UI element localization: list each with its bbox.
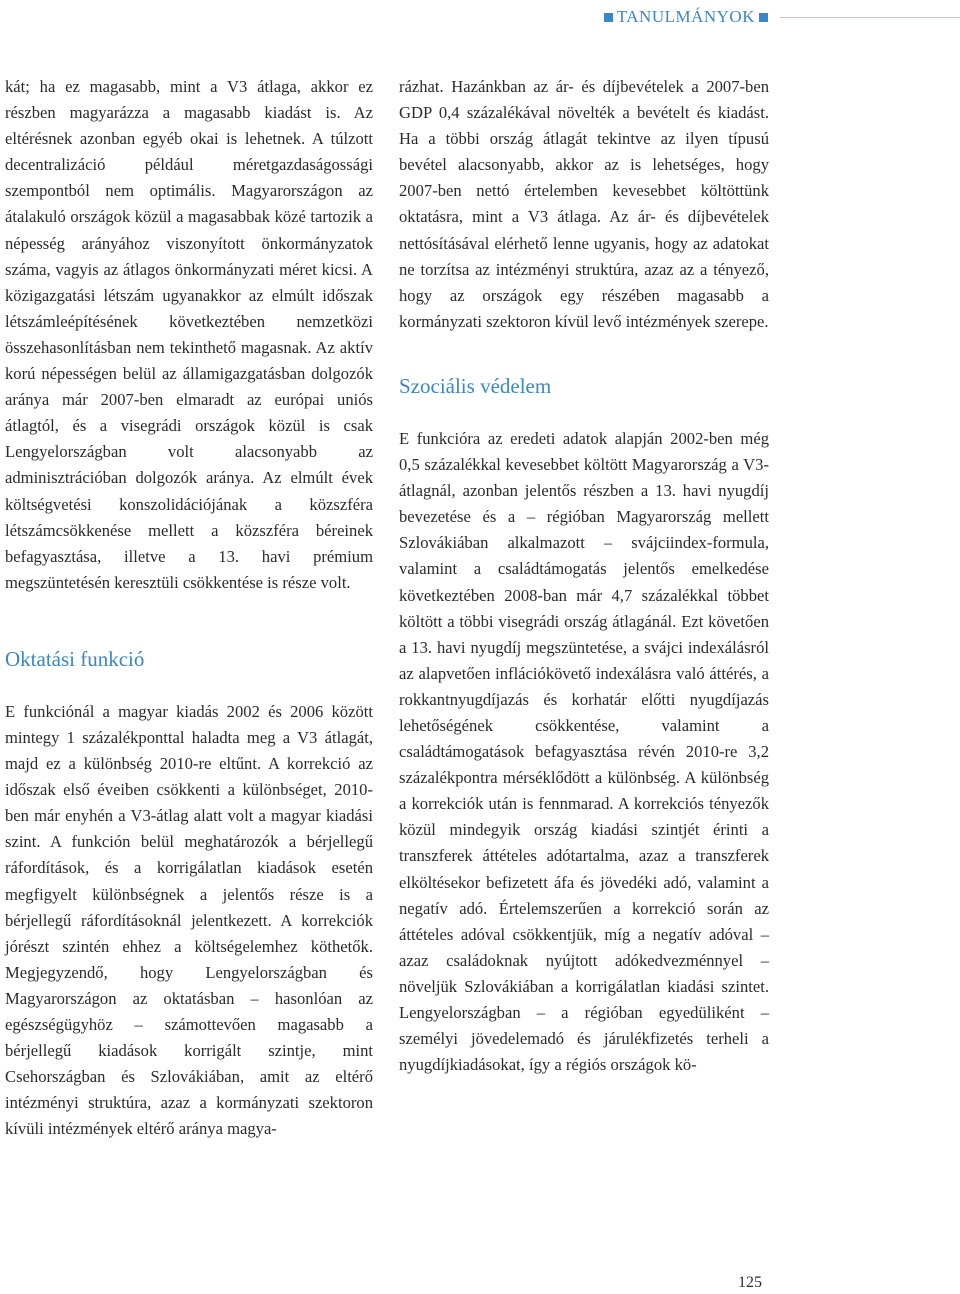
section-label	[600, 7, 772, 27]
square-bullet-icon	[759, 13, 768, 22]
section-heading-education: Oktatási funkció	[5, 646, 145, 671]
left-column	[5, 74, 373, 1142]
body-paragraph: rázhat. Hazánkban az ár- és díjbevételek a 2007-ben GDP 0,4 százalékával növelték a bevételt és kiadást. Ha a többi ország átlagát tekintve az ilyen típusú bevétel alacsonyabb, akkor az is lehetséges, hogy 2007-ben nettó értelemben kevesebbet költöttünk oktatásra, mint a V3 átlaga. Az ár- és díjbevételek nettósításával elérhető lenne ugyanis, hogy az adatokat ne torzítsa az intézményi struktúra, azaz az a tényező, hogy az országok egy részében magasabb a kormányzati szektoron kívül levő intézmények szerepe.	[399, 77, 769, 331]
body-paragraph: E funkcióra az eredeti adatok alapján 2002-ben még 0,5 százalékkal kevesebbet költött Magyarország a V3-átlagnál, azonban jelentős részben a 13. havi nyugdíj bevezetése és a – régióban Magyarország mellett Szlovákiában alkalmazott – svájciindex-formula, valamint a családtámogatás jelentős emelkedése következtében 2008-ban már 4,7 százalékkal többet költött a többi visegrádi ország átlagánál. Ezt követően a 13. havi nyugdíj megszüntetése, a svájci indexálásról az alapvetően inflációkövető indexálásra való áttérés, a rokkantnyugdíjazás és korhatár előtti nyugdíjazás lehetőségének csökkentése, valamint a családtámogatások befagyasztása révén 2010-re 3,2 százalékpontra mérséklődött a különbség. A különbség a korrekciók után is fennmarad. A korrekciós tényezők közül mindegyik ország kiadási szintjét érinti a transzferek áttételes adótartalma, azaz a transzferek elköltésekor befizetett áfa és jövedéki adó, valamint a negatív adó. Értelemszerűen a korrekció során az áttételes adóval csökkentjük, míg a negatív adóval – azaz családoknak nyújtott adókedvezménnyel – növeljük Szlovákiában a korrigálatlan kiadási szintet. Lengyelországban – a régióban egyedüliként – személyi jövedelemadó és járulékfizetés terheli a nyugdíjkiadásokat, így a régiós országok kö-	[399, 428, 769, 1075]
section-label-text: TANULMÁNYOK	[616, 7, 755, 26]
right-column	[399, 74, 769, 1078]
body-paragraph: kát; ha ez magasabb, mint a V3 átlaga, akkor ez részben magyarázza a magasabb kiadást is. Az eltérésnek azonban egyéb okai is lehetnek. A túlzott decentralizáció például méretgazdaságossági szempontból nem optimális. Magyarországon az átalakuló országok közül a magasabbak közé tartozik a népesség arányához viszonyított önkormányzatok száma, vagyis az átlagos önkormányzati méret kicsi. A közigazgatási létszám ugyanakkor az elmúlt időszak létszámleépítésének következtében nemzetközi összehasonlításban nem tekinthető magasnak. Az aktív korú népességen belül az államigazgatásban dolgozók aránya már 2007-ben elmaradt az európai uniós átlagtól, és a visegrádi országok közül is csak Lengyelországban volt alacsonyabb az adminisztrációban dolgozók aránya. Az elmúlt évek költségvetési konszolidációjának a közszféra létszámcsökkenése mellett a közszféra béreinek befagyasztása, illetve a 13. havi prémium megszüntetésén keresztüli csökkentése is része volt.	[5, 77, 373, 592]
body-paragraph: E funkciónál a magyar kiadás 2002 és 2006 között mintegy 1 százalékponttal haladta meg a V3 átlagát, majd ez a különbség 2010-re eltűnt. A korrekció az időszak első éveiben csökkenti a különbséget, 2010-ben már enyhén a V3-átlag alatt volt a magyar kiadási szint. A funkción belül meghatározók a bérjellegű ráfordítások, és a korrigálatlan kiadások esetén megfigyelt különbségnek a jelentős része is a bérjellegű ráfordításoknál jelentkezett. A korrekciók jórészt szintén ehhez a költségelemhez köthetők. Megjegyzendő, hogy Lengyelországban és Magyarországon az oktatásban – hasonlóan az egészségügyhöz – számottevően magasabb a bérjellegű kiadások korrigált szintje, mint Csehországban és Szlovákiában, amit az eltérő intézményi struktúra, azaz a kormányzati szektoron kívüli intézmények eltérő aránya magya-	[5, 701, 373, 1139]
page-number: 125	[738, 1274, 762, 1291]
section-heading-social: Szociális védelem	[399, 373, 552, 398]
running-header	[0, 4, 960, 28]
square-bullet-icon	[604, 13, 613, 22]
header-rule	[780, 17, 960, 18]
